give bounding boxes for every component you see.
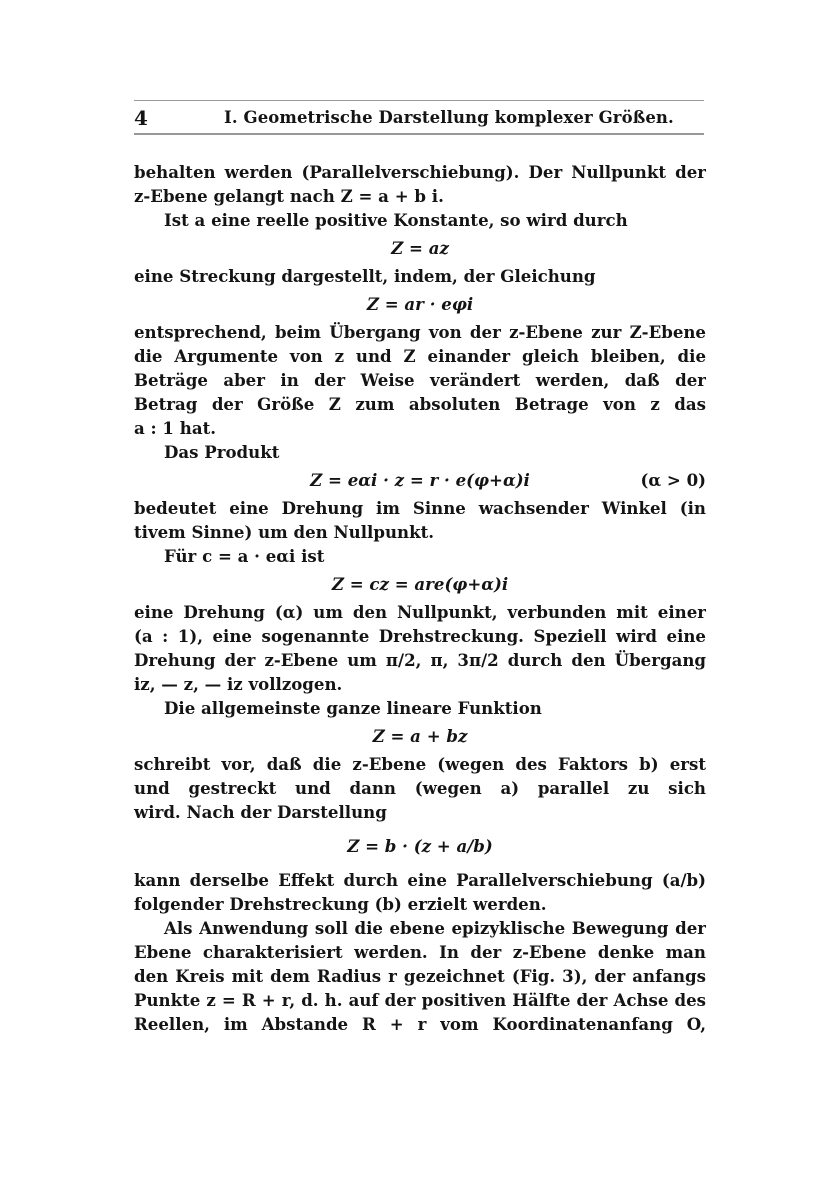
text-line: Reellen, im Abstande R + r vom Koordinatenanfang O, [134,1014,706,1034]
body-text [134,160,706,1036]
header-rule-bottom [134,133,704,135]
text-line: Das Produkt [164,442,280,462]
text-line: iz, — z, — iz vollzogen. [134,674,343,694]
running-title: I. Geometrische Darstellung komplexer Größen. [224,108,674,127]
equation: Z = b · (z + a/b) [347,836,493,856]
text-line: Drehung der z-Ebene um π/2, π, 3π/2 durch den Übergang [134,650,706,670]
text-line: behalten werden (Parallelverschiebung). Der Nullpunkt der [134,162,706,182]
text-line: folgender Drehstreckung (b) erzielt werden. [134,894,547,914]
text-line: kann derselbe Effekt durch eine Parallelverschiebung (a/b) [134,870,706,890]
text-line: z-Ebene gelangt nach Z = a + b i. [134,186,444,206]
equation-body: Z = eαi · z = r · e(φ+α)i [310,470,530,490]
text-line: den Kreis mit dem Radius r gezeichnet (Fig. 3), der anfangs [134,966,706,986]
equation: Z = a + bz [372,726,468,746]
equation: Z = az [391,238,449,258]
text-line: entsprechend, beim Übergang von der z-Ebene zur Z-Ebene [134,322,706,342]
page-number: 4 [134,106,148,130]
text-line: eine Drehung (α) um den Nullpunkt, verbunden mit einer [134,602,706,622]
equation-condition: (α > 0) [640,470,706,490]
equation: Z = cz = are(φ+α)i [331,574,509,594]
text-line: und gestreckt und dann (wegen a) parallel zu sich [134,778,706,798]
text-line: a : 1 hat. [134,418,217,438]
text-line: Punkte z = R + r, d. h. auf der positiven Hälfte der Achse des [134,990,706,1010]
equation [134,464,706,496]
text-line: eine Streckung dargestellt, indem, der Gleichung [134,266,596,286]
text-line: Als Anwendung soll die ebene epizyklische Bewegung der [164,918,706,938]
equation: Z = ar · eφi [366,294,474,314]
text-line: Betrag der Größe Z zum absoluten Betrage von z das [134,394,706,414]
text-line: (a : 1), eine sogenannte Drehstreckung. Speziell wird eine [134,626,706,646]
header-rule-top [134,100,704,101]
page-header [134,100,704,138]
text-line: die Argumente von z und Z einander gleich bleiben, die [134,346,706,366]
text-line: schreibt vor, daß die z-Ebene (wegen des Faktors b) erst [134,754,706,774]
text-line: Die allgemeinste ganze lineare Funktion [164,698,542,718]
text-line: Für c = a · eαi ist [164,546,325,566]
text-line: Ebene charakterisiert werden. In der z-Ebene denke man [134,942,706,962]
text-line: tivem Sinne) um den Nullpunkt. [134,522,435,542]
text-line: wird. Nach der Darstellung [134,802,387,822]
text-line: bedeutet eine Drehung im Sinne wachsender Winkel (in [134,498,706,518]
text-line: Ist a eine reelle positive Konstante, so wird durch [164,210,628,230]
text-line: Beträge aber in der Weise verändert werden, daß der [134,370,706,390]
